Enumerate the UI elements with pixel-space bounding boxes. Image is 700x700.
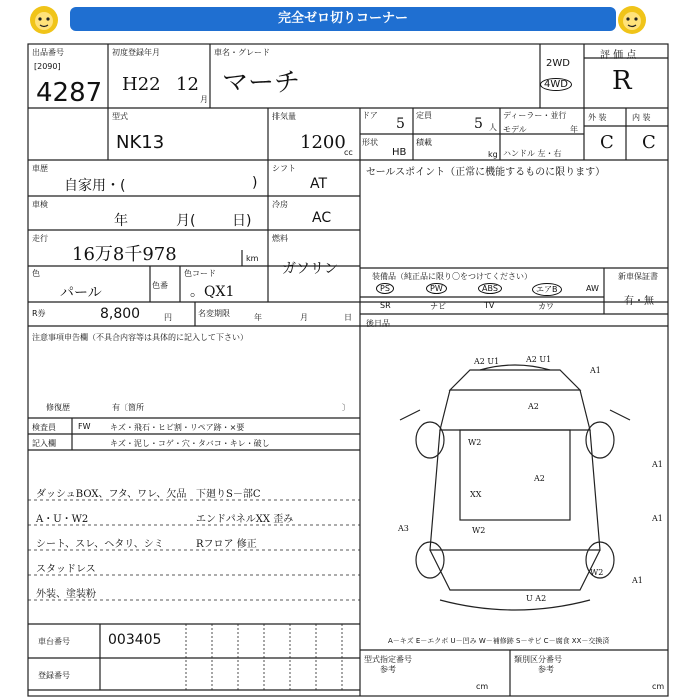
first-reg-month: 12 [176,74,199,95]
warranty-label: 新車保証書 [618,272,658,281]
mark-a1-4: A1 [632,576,643,585]
spec-number-ref: 参考 [380,665,396,674]
chassis-value: 003405 [108,632,162,648]
mark-w2-2: W2 [472,526,486,535]
shape-label: 形状 [362,138,378,147]
shape-value: HB [392,147,407,158]
rear-seat-label: 後日品 [366,319,390,328]
equip-sr: SR [380,301,391,310]
grade-value: R [612,66,632,96]
remark-right-3: Rフロア 修正 [196,539,257,550]
chassis-label: 車台番号 [38,637,70,646]
category-label: 車歴 [32,164,48,173]
mark-ua2: U A2 [526,594,547,603]
model-year-label: モデル [503,125,527,134]
color-num-label: 色番 [152,281,168,290]
check-label-1: 検査員 [32,423,56,432]
exterior-value: C [600,132,614,153]
category-close: ) [252,175,258,191]
repair-label: 修復歴 [46,403,70,412]
first-reg-unit: 月 [200,95,208,104]
name-change-label: 名変期限 [198,309,230,318]
name-change-day: 日 [344,313,352,322]
displacement-label: 排気量 [272,112,296,121]
class-number-ref: 参考 [538,665,554,674]
inspection-year: 年 [114,213,128,229]
mark-a2-1: A2 [528,402,539,411]
name-change-year: 年 [254,313,262,322]
name-label: 車名・グレード [214,48,270,57]
displacement-unit: cc [344,148,353,157]
equip-navi: ナビ [430,302,446,311]
equip-abs: ABS [478,283,502,294]
color-label: 色 [32,269,40,278]
doors-value: 5 [396,116,405,132]
mileage-value: 16万8千978 [72,244,177,265]
notes-label: 注意事項申告欄（不具合内容等は具体的に記入して下さい） [32,333,248,342]
equip-airbag: エアB [532,283,562,296]
mark-a2-2: A2 [534,474,545,483]
inspection-day: 日) [232,213,252,229]
check-fw: FW [78,422,91,431]
dealer-label: ディーラー・並行 [503,111,567,120]
check-label-2: 記入欄 [32,439,56,448]
lot-label: 出品番号 [32,48,64,57]
remark-left-3: シート、スレ、ヘタリ、シミ [36,539,164,550]
selling-label: セールスポイント（正常に機能するものに限ります） [366,167,606,178]
banner-title: 完全ゼロ切りコーナー [277,11,408,26]
diagram-legend: A－キズ E－エクボ U－凹み W－補修跡 S－サビ C－腐食 XX－交換済 [388,637,610,645]
recycle-value: 8,800 [100,306,141,322]
load-unit: kg [488,150,498,159]
remark-right-2: エンドパネルXX 歪み [196,514,294,525]
class-number-label: 類別区分番号 [514,655,562,664]
equip-leather: カワ [538,302,554,311]
inspection-month: 月( [176,213,196,229]
equipment-label: 装備品（純正品に限り〇をつけてください） [372,272,532,281]
load-label: 積載 [416,138,432,147]
capacity-unit: 人 [489,123,497,132]
capacity-value: 5 [474,116,483,132]
first-reg-year: H22 [122,74,161,95]
car-damage-diagram [360,330,668,630]
exterior-label: 外 装 [588,113,607,122]
mark-a2u1-1: A2 U1 [474,357,500,366]
lot-number: 4287 [36,78,103,108]
recycle-unit: 円 [164,313,172,322]
remark-right-1: 下廻りS－部C [196,489,261,500]
model-label: 型式 [112,112,128,121]
doors-label: ドア [362,111,378,120]
spec-cm: cm [476,682,489,691]
ac-label: 冷房 [272,200,288,209]
lot-sub: [2090] [34,62,61,71]
name-change-month: 月 [300,313,308,322]
remark-left-1: ダッシュBOX、フタ、ワレ、欠品 [36,489,187,500]
repair-value: 有〔箇所 [112,403,144,412]
equip-tv: TV [484,301,495,310]
mark-a1-2: A1 [652,460,663,469]
handle-label: ハンドル 左・右 [503,149,562,158]
class-cm: cm [652,682,665,691]
warranty-value: 有・無 [624,296,654,307]
capacity-label: 定員 [416,111,432,120]
color-code: 。QX1 [190,284,235,300]
displacement-value: 1200 [300,132,346,153]
drive-4wd: 4WD [540,78,572,91]
spec-number-label: 型式指定番号 [364,655,412,664]
equip-aw: AW [586,284,599,293]
mileage-unit: km [246,254,259,263]
grade-label: 評 価 点 [600,50,637,61]
equip-pw: PW [426,283,447,294]
drive-2wd: 2WD [546,58,570,69]
fuel-value: ガソリン [282,261,338,277]
check-row-1: キズ・飛石・ヒビ割・リペア跡・×要 [110,423,245,432]
mark-w2-1: W2 [468,438,482,447]
shift-value: AT [310,176,328,192]
interior-label: 内 装 [632,113,651,122]
recycle-label: R券 [32,309,46,318]
equip-ps: PS [376,283,394,294]
remark-left-5: 外装、塗装粉 [36,589,96,600]
remark-left-4: スタッドレス [36,564,96,575]
shift-label: シフト [272,164,296,173]
ac-value: AC [312,210,332,226]
model-year-unit: 年 [570,125,578,134]
check-row-2: キズ・泥し・コゲ・穴・タバコ・キレ・破し [110,439,270,448]
mark-w2-3: W2 [590,568,604,577]
mark-a3: A3 [398,524,409,533]
inspection-label: 車検 [32,200,48,209]
remark-left-2: A・U・W2 [36,514,89,525]
color-code-label: 色コード [184,269,216,278]
fuel-label: 燃料 [272,234,288,243]
mark-a2u1-2: A2 U1 [526,355,552,364]
registration-label: 登録番号 [38,671,70,680]
mark-a1-3: A1 [652,514,663,523]
mark-a1-1: A1 [590,366,601,375]
mileage-label: 走行 [32,234,48,243]
category-value: 自家用・( [64,178,126,194]
interior-value: C [642,132,656,153]
repair-close: 〕 [342,403,350,412]
first-reg-label: 初度登録年月 [112,48,160,57]
mark-xx: XX [470,490,482,499]
model-value: NK13 [116,132,165,153]
car-name: マーチ [222,68,301,98]
color-value: パール [60,285,102,301]
